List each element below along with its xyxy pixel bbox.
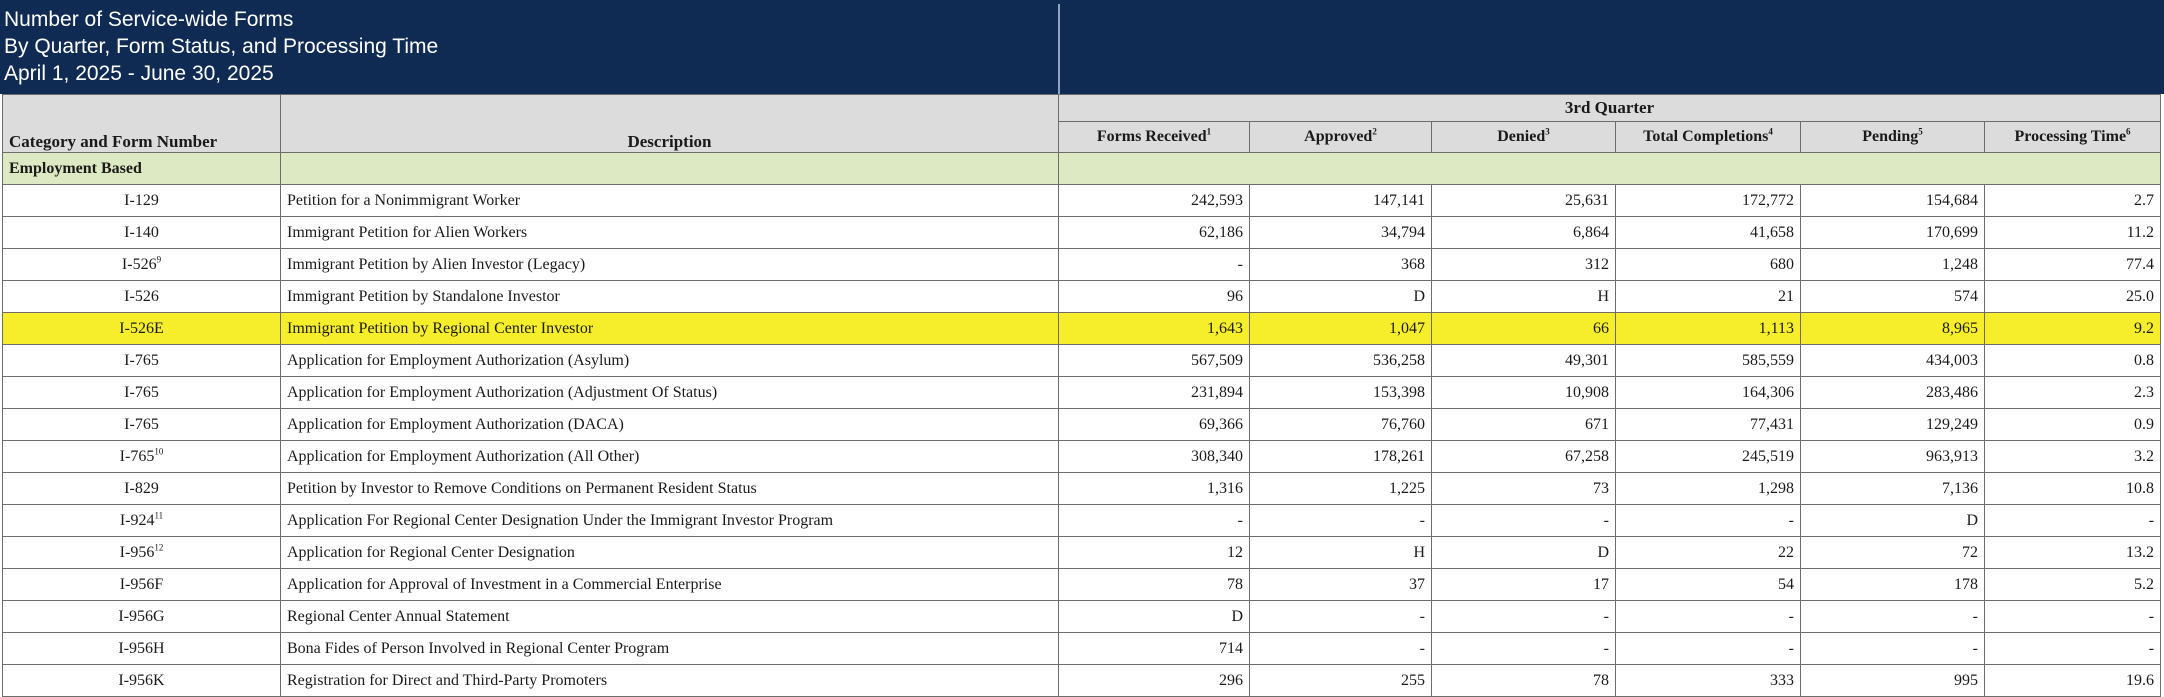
section-filler [281, 153, 1059, 185]
description-cell: Application for Employment Authorization (Asylum) [281, 345, 1059, 377]
footnote-marker: 1 [1206, 126, 1212, 137]
table-row [3, 377, 2161, 409]
form-number: I-956F [119, 575, 164, 593]
value-cell: 10,908 [1432, 377, 1616, 409]
value-cell: 147,141 [1250, 185, 1432, 217]
header-col-2 [1432, 122, 1616, 153]
value-cell: D [1250, 281, 1432, 313]
form-number: I-526 [124, 287, 159, 305]
form-number: I-140 [124, 223, 159, 241]
value-cell: 995 [1801, 665, 1985, 697]
value-cell: 96 [1059, 281, 1250, 313]
value-cell: - [1250, 601, 1432, 633]
value-cell: 54 [1616, 569, 1801, 601]
header-col-label: Forms Received [1096, 128, 1207, 145]
form-number-cell [3, 569, 281, 601]
form-number-cell [3, 537, 281, 569]
value-cell: 172,772 [1616, 185, 1801, 217]
description-cell: Application for Employment Authorization (Adjustment Of Status) [281, 377, 1059, 409]
value-cell: 13.2 [1985, 537, 2161, 569]
header-col-5 [1985, 122, 2161, 153]
header-col-0 [1059, 122, 1250, 153]
form-number: I-924 [119, 511, 155, 529]
value-cell: - [1801, 633, 1985, 665]
footnote-marker: 4 [1768, 126, 1773, 137]
table-row [3, 633, 2161, 665]
description-cell: Immigrant Petition for Alien Workers [281, 217, 1059, 249]
value-cell: 178 [1801, 569, 1985, 601]
value-cell: 37 [1250, 569, 1432, 601]
value-cell: 164,306 [1616, 377, 1801, 409]
value-cell: - [1432, 633, 1616, 665]
value-cell: 178,261 [1250, 441, 1432, 473]
description-cell: Immigrant Petition by Regional Center Investor [281, 313, 1059, 345]
value-cell: 2.3 [1985, 377, 2161, 409]
header-col-label: Processing Time [2014, 128, 2127, 145]
value-cell: 12 [1059, 537, 1250, 569]
form-number-cell [3, 441, 281, 473]
value-cell: 680 [1616, 249, 1801, 281]
header-col-1 [1250, 122, 1432, 153]
form-number-cell [3, 505, 281, 537]
report-banner [0, 0, 2164, 94]
description-cell: Application for Employment Authorization (DACA) [281, 409, 1059, 441]
banner-divider [1058, 4, 1060, 94]
value-cell: 34,794 [1250, 217, 1432, 249]
value-cell: 333 [1616, 665, 1801, 697]
value-cell: 129,249 [1801, 409, 1985, 441]
value-cell: 10.8 [1985, 473, 2161, 505]
value-cell: - [1059, 505, 1250, 537]
section-filler-values [1059, 153, 2161, 185]
header-quarter: 3rd Quarter [1059, 95, 2161, 122]
value-cell: - [1985, 601, 2161, 633]
value-cell: 0.9 [1985, 409, 2161, 441]
table-row [3, 217, 2161, 249]
value-cell: - [1616, 633, 1801, 665]
description-cell: Petition for a Nonimmigrant Worker [281, 185, 1059, 217]
form-number: I-765 [124, 351, 159, 369]
value-cell: 17 [1432, 569, 1616, 601]
value-cell: 3.2 [1985, 441, 2161, 473]
value-cell: 7,136 [1801, 473, 1985, 505]
description-cell: Application for Employment Authorization (All Other) [281, 441, 1059, 473]
form-number: I-765 [124, 383, 159, 401]
footnote-marker: 10 [154, 446, 164, 457]
value-cell: 25.0 [1985, 281, 2161, 313]
value-cell: 49,301 [1432, 345, 1616, 377]
description-cell: Registration for Direct and Third-Party Promoters [281, 665, 1059, 697]
footnote-marker: 11 [154, 510, 164, 521]
value-cell: - [1250, 633, 1432, 665]
form-number-cell [3, 185, 281, 217]
value-cell: 283,486 [1801, 377, 1985, 409]
value-cell: 2.7 [1985, 185, 2161, 217]
form-number-cell [3, 633, 281, 665]
footnote-marker: 2 [1372, 126, 1377, 137]
description-cell: Application For Regional Center Designation Under the Immigrant Investor Program [281, 505, 1059, 537]
value-cell: 1,298 [1616, 473, 1801, 505]
value-cell: 5.2 [1985, 569, 2161, 601]
value-cell: 78 [1432, 665, 1616, 697]
value-cell: 1,047 [1250, 313, 1432, 345]
value-cell: 22 [1616, 537, 1801, 569]
value-cell: 8,965 [1801, 313, 1985, 345]
header-col-3 [1616, 122, 1801, 153]
header-col-label: Total Completions [1643, 128, 1769, 145]
value-cell: 671 [1432, 409, 1616, 441]
value-cell: 536,258 [1250, 345, 1432, 377]
value-cell: - [1616, 505, 1801, 537]
value-cell: 9.2 [1985, 313, 2161, 345]
value-cell: 231,894 [1059, 377, 1250, 409]
table-row [3, 281, 2161, 313]
description-cell: Immigrant Petition by Alien Investor (Legacy) [281, 249, 1059, 281]
report-title-line-1: Number of Service-wide Forms [4, 8, 294, 31]
footnote-marker: 12 [154, 542, 164, 553]
value-cell: 312 [1432, 249, 1616, 281]
value-cell: 0.8 [1985, 345, 2161, 377]
value-cell: 585,559 [1616, 345, 1801, 377]
value-cell: 963,913 [1801, 441, 1985, 473]
value-cell: 714 [1059, 633, 1250, 665]
description-cell: Application for Approval of Investment in a Commercial Enterprise [281, 569, 1059, 601]
table-body [3, 153, 2161, 697]
form-number-cell [3, 313, 281, 345]
table-row [3, 537, 2161, 569]
form-number: I-765 [124, 415, 159, 433]
value-cell: 574 [1801, 281, 1985, 313]
value-cell: H [1250, 537, 1432, 569]
table-row [3, 313, 2161, 345]
value-cell: 76,760 [1250, 409, 1432, 441]
form-number: I-956H [118, 639, 165, 657]
header-row-quarter [3, 95, 2161, 122]
value-cell: 296 [1059, 665, 1250, 697]
value-cell: 255 [1250, 665, 1432, 697]
form-number: I-956G [118, 607, 165, 625]
footnote-marker: 3 [1545, 126, 1550, 137]
value-cell: 11.2 [1985, 217, 2161, 249]
table-row [3, 185, 2161, 217]
value-cell: D [1432, 537, 1616, 569]
table-row [3, 249, 2161, 281]
value-cell: 368 [1250, 249, 1432, 281]
value-cell: 78 [1059, 569, 1250, 601]
form-number: I-956 [119, 543, 155, 561]
description-cell: Petition by Investor to Remove Conditions on Permanent Resident Status [281, 473, 1059, 505]
value-cell: 1,248 [1801, 249, 1985, 281]
value-cell: - [1250, 505, 1432, 537]
value-cell: - [1985, 633, 2161, 665]
footnote-marker: 5 [1918, 126, 1923, 137]
header-col-label: Denied [1497, 128, 1546, 145]
value-cell: 62,186 [1059, 217, 1250, 249]
form-number-cell [3, 217, 281, 249]
value-cell: - [1432, 505, 1616, 537]
header-description: Description [281, 95, 1059, 153]
form-number: I-129 [124, 191, 159, 209]
form-number-cell [3, 249, 281, 281]
value-cell: - [1801, 601, 1985, 633]
value-cell: 1,225 [1250, 473, 1432, 505]
value-cell: D [1801, 505, 1985, 537]
form-number: I-956K [118, 671, 165, 689]
value-cell: 1,113 [1616, 313, 1801, 345]
table-row [3, 601, 2161, 633]
section-label: Employment Based [3, 153, 281, 185]
form-number-cell [3, 281, 281, 313]
value-cell: 77.4 [1985, 249, 2161, 281]
value-cell: 6,864 [1432, 217, 1616, 249]
form-number: I-526E [119, 319, 164, 337]
value-cell: 67,258 [1432, 441, 1616, 473]
value-cell: H [1432, 281, 1616, 313]
value-cell: - [1616, 601, 1801, 633]
header-col-label: Approved [1304, 128, 1373, 145]
value-cell: - [1985, 505, 2161, 537]
form-number-cell [3, 601, 281, 633]
description-cell: Application for Regional Center Designation [281, 537, 1059, 569]
table-row [3, 345, 2161, 377]
header-col-4 [1801, 122, 1985, 153]
form-number: I-526 [121, 255, 157, 273]
header-col-label: Pending [1862, 128, 1919, 145]
header-category: Category and Form Number [3, 95, 281, 153]
value-cell: 154,684 [1801, 185, 1985, 217]
report-title-line-2: By Quarter, Form Status, and Processing Time [4, 35, 439, 58]
value-cell: 72 [1801, 537, 1985, 569]
value-cell: 66 [1432, 313, 1616, 345]
description-cell: Immigrant Petition by Standalone Investor [281, 281, 1059, 313]
value-cell: 41,658 [1616, 217, 1801, 249]
footnote-marker: 6 [2126, 126, 2131, 137]
value-cell: 73 [1432, 473, 1616, 505]
table-row [3, 441, 2161, 473]
description-cell: Bona Fides of Person Involved in Regional Center Program [281, 633, 1059, 665]
table-row [3, 409, 2161, 441]
form-number-cell [3, 377, 281, 409]
report-title-block [4, 6, 1056, 92]
value-cell: 1,643 [1059, 313, 1250, 345]
value-cell: 434,003 [1801, 345, 1985, 377]
section-row [3, 153, 2161, 185]
description-cell: Regional Center Annual Statement [281, 601, 1059, 633]
table-row [3, 569, 2161, 601]
value-cell: 245,519 [1616, 441, 1801, 473]
value-cell: 1,316 [1059, 473, 1250, 505]
form-number-cell [3, 409, 281, 441]
value-cell: 25,631 [1432, 185, 1616, 217]
value-cell: 77,431 [1616, 409, 1801, 441]
value-cell: 69,366 [1059, 409, 1250, 441]
form-number: I-765 [119, 447, 155, 465]
value-cell: D [1059, 601, 1250, 633]
value-cell: 242,593 [1059, 185, 1250, 217]
report-date-range: April 1, 2025 - June 30, 2025 [4, 62, 274, 85]
value-cell: 21 [1616, 281, 1801, 313]
value-cell: 170,699 [1801, 217, 1985, 249]
form-number: I-829 [124, 479, 159, 497]
table-row [3, 505, 2161, 537]
footnote-marker: 9 [156, 254, 162, 265]
forms-table [2, 94, 2161, 697]
table-row [3, 473, 2161, 505]
value-cell: 308,340 [1059, 441, 1250, 473]
form-number-cell [3, 345, 281, 377]
value-cell: - [1432, 601, 1616, 633]
value-cell: - [1059, 249, 1250, 281]
value-cell: 19.6 [1985, 665, 2161, 697]
value-cell: 153,398 [1250, 377, 1432, 409]
form-number-cell [3, 473, 281, 505]
value-cell: 567,509 [1059, 345, 1250, 377]
